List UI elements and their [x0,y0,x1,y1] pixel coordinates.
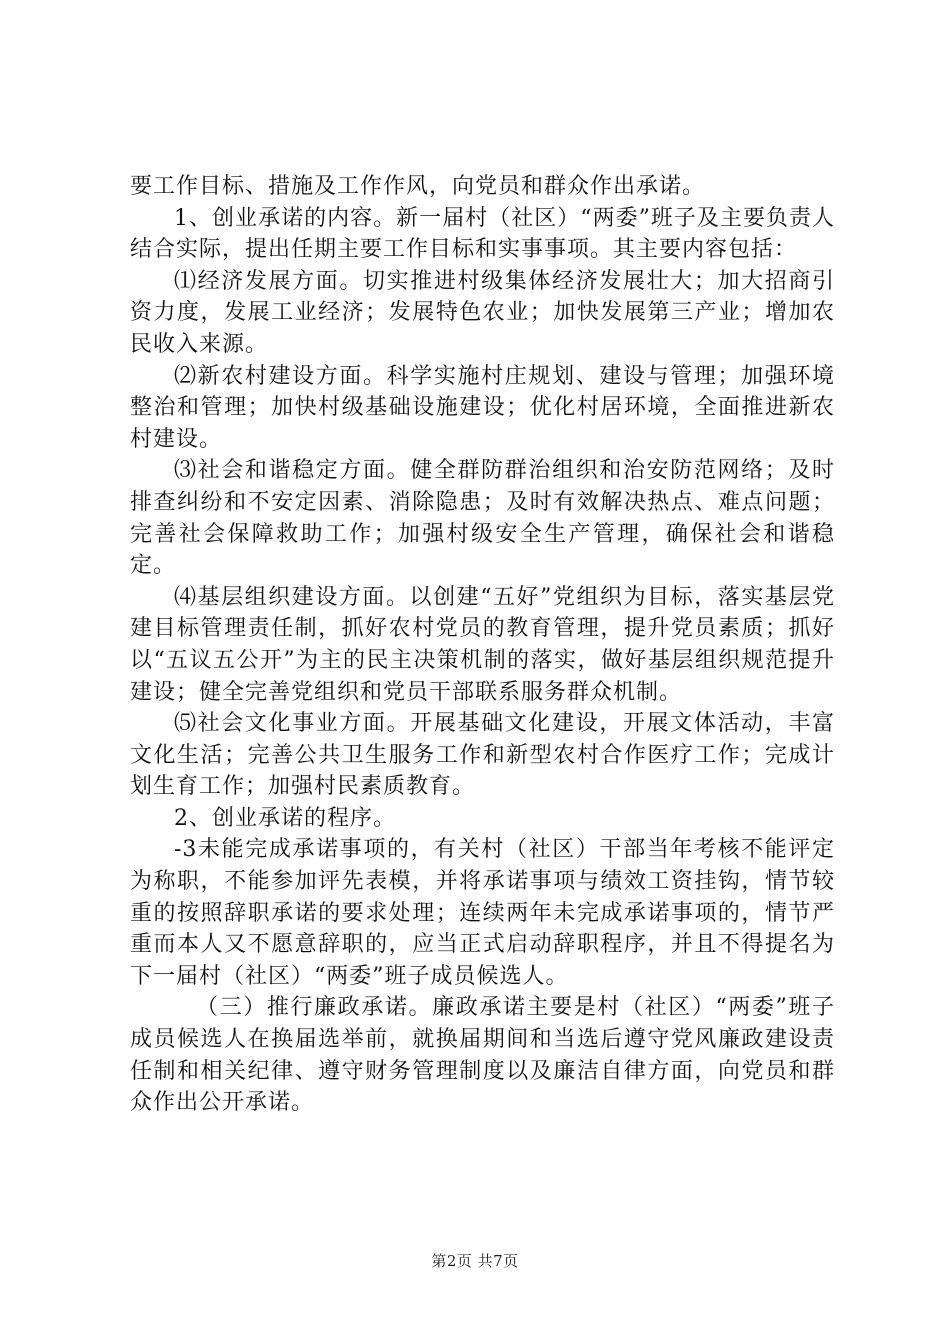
paragraph-social-harmony: ⑶社会和谐稳定方面。健全群防群治组织和治安防范网络；及时排查纠纷和不安定因素、消除隐患；及时有效解决热点、难点问题；完善社会保障救助工作；加强村级安全生产管理，确保社会和谐稳定。 [130,458,835,579]
paragraph-integrity-commitment: （三）推行廉政承诺。廉政承诺主要是村（社区）“两委”班子成员候选人在换届选举前，就换届期间和当选后遵守党风廉政建设责任制和相关纪律、遵守财务管理制度以及廉洁自律方面，向党员和群众作出公开承诺。 [130,995,835,1116]
paragraph-grassroots-organization: ⑷基层组织建设方面。以创建“五好”党组织为目标，落实基层党建目标管理责任制，抓好农村党员的教育管理，提升党员素质；抓好以“五议五公开”为主的民主决策机制的落实，做好基层组织规范提升建设；健全完善党组织和党员干部联系服务群众机制。 [130,584,835,705]
paragraph-unfulfilled-commitments: -3未能完成承诺事项的，有关村（社区）干部当年考核不能评定为称职，不能参加评先表模，并将承诺事项与绩效工资挂钩，情节较重的按照辞职承诺的要求处理；连续两年未完成承诺事项的，情节严重而本人又不愿意辞职的，应当正式启动辞职程序，并且不得提名为下一届村（社区）“两委”班子成员候选人。 [130,837,835,989]
paragraph-continuation: 要工作目标、措施及工作作风，向党员和群众作出承诺。 [130,174,706,199]
paragraph-social-culture: ⑸社会文化事业方面。开展基础文化建设，开展文体活动，丰富文化生活；完善公共卫生服务工作和新型农村合作医疗工作；完成计划生育工作；加强村民素质教育。 [130,711,835,800]
paragraph-startup-commitment-content: 1、创业承诺的内容。新一届村（社区）“两委”班子及主要负责人结合实际，提出任期主要工作目标和实事事项。其主要内容包括： [130,205,835,263]
paragraph-new-countryside: ⑵新农村建设方面。科学实施村庄规划、建设与管理；加强环境整治和管理；加快村级基础设施建设；优化村居环境，全面推进新农村建设。 [130,363,835,452]
document-body [130,171,835,1119]
paragraph-commitment-procedure: 2、创业承诺的程序。 [174,805,396,831]
paragraph-economic-development: ⑴经济发展方面。切实推进村级集体经济发展壮大；加大招商引资力度，发展工业经济；发展特色农业；加快发展第三产业；增加农民收入来源。 [130,268,835,357]
page-number-footer: 第2页 共7页 [431,1252,519,1270]
